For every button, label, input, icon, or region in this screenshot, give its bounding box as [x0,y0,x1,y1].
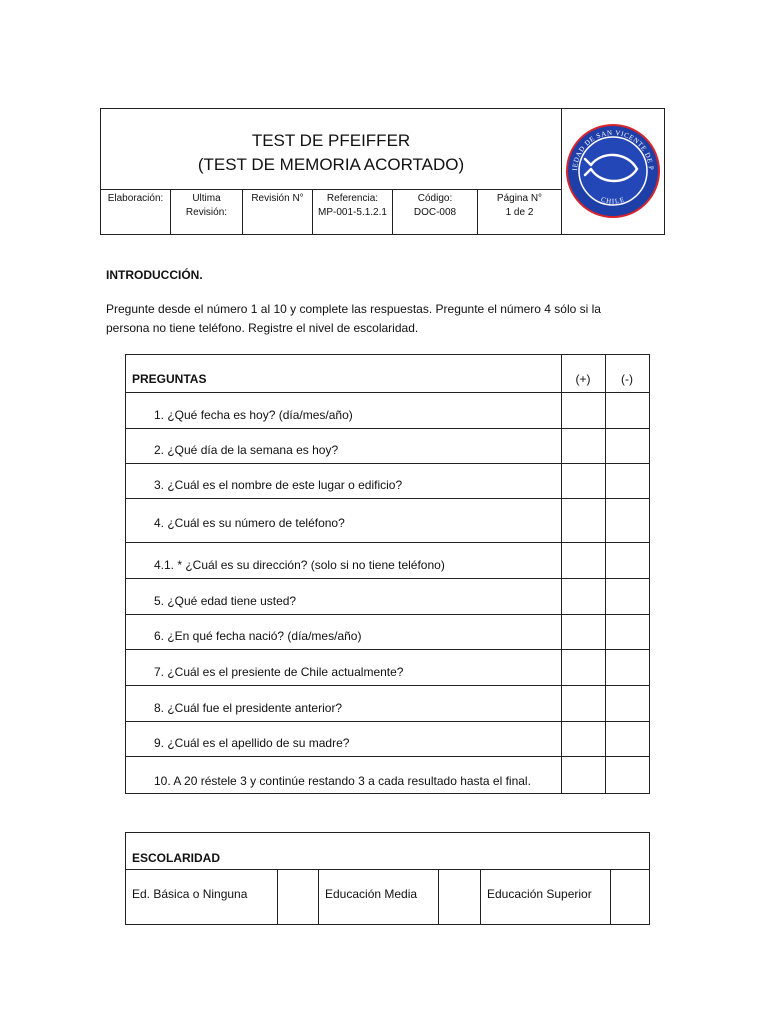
answer-plus-cell[interactable] [561,615,606,649]
meta-value: 1 de 2 [505,207,534,218]
answer-minus-cell[interactable] [605,499,649,542]
question-text: 10. A 20 réstele 3 y continúe restando 3 a cada resultado hasta el final. [154,774,531,788]
question-cell [126,579,562,614]
meta-value: MP-001-5.1.2.1 [318,207,387,218]
escolaridad-options-row [126,869,649,924]
answer-plus-cell[interactable] [561,543,606,578]
option-box-media[interactable] [439,869,481,924]
answer-minus-cell[interactable] [605,393,649,428]
meta-label: Página N° [496,193,543,204]
logo-bottom-text: CHILE [599,195,627,206]
answer-minus-cell[interactable] [605,429,649,463]
meta-ultima-revision [171,189,243,235]
logo-ring-text: IEDAD DE SAN VICENTE DE P [570,128,656,171]
table-row [126,464,649,499]
title-area [101,109,562,190]
header-questions [126,355,562,392]
question-cell [126,722,562,756]
table-row [126,722,649,757]
escolaridad-table [125,832,650,925]
answer-minus-cell[interactable] [605,579,649,614]
answer-minus-cell[interactable] [605,615,649,649]
meta-label: Ultima [192,193,221,204]
question-text: 4.1. * ¿Cuál es su dirección? (solo si no tiene teléfono) [154,558,445,572]
option-label-superior [481,869,611,924]
meta-label: Código: [417,193,453,204]
answer-minus-cell[interactable] [605,464,649,498]
meta-elaboracion [101,189,171,235]
option-text: Educación Superior [487,887,592,901]
question-cell [126,615,562,649]
table-row [126,429,649,464]
question-cell [126,429,562,463]
question-cell [126,650,562,685]
table-row [126,543,649,579]
answer-plus-cell[interactable] [561,650,606,685]
intro-text [106,300,646,338]
meta-referencia [313,189,393,235]
meta-revision-no [243,189,313,235]
document-subtitle: (TEST DE MEMORIA ACORTADO) [197,155,465,174]
escolaridad-heading-text: ESCOLARIDAD [132,851,221,865]
answer-minus-cell[interactable] [605,686,649,721]
questions-table [125,354,650,794]
option-text: Educación Media [325,887,418,901]
option-box-superior[interactable] [611,869,649,924]
question-text: 6. ¿En qué fecha nació? (día/mes/año) [154,629,362,643]
meta-codigo [393,189,478,235]
answer-plus-cell[interactable] [561,722,606,756]
question-text: 5. ¿Qué edad tiene usted? [154,594,297,608]
table-row [126,757,649,794]
table-row [126,499,649,543]
meta-label: Revisión N° [251,193,304,204]
question-cell [126,393,562,428]
answer-plus-cell[interactable] [561,757,606,794]
society-logo [561,109,665,234]
header-label: (-) [621,372,633,386]
answer-minus-cell[interactable] [605,543,649,578]
option-label-media [319,869,439,924]
intro-text-line: persona no tiene teléfono. Registre el nivel de escolaridad. [106,321,419,335]
question-cell [126,543,562,578]
meta-value: DOC-008 [413,207,457,218]
answer-minus-cell[interactable] [605,722,649,756]
document-header [100,108,665,235]
escolaridad-heading [126,833,649,870]
question-text: 8. ¿Cuál fue el presidente anterior? [154,701,343,715]
meta-label: Referencia: [326,193,379,204]
question-text: 3. ¿Cuál es el nombre de este lugar o edificio? [154,478,403,492]
meta-label: Elaboración: [107,193,164,204]
answer-plus-cell[interactable] [561,464,606,498]
answer-plus-cell[interactable] [561,499,606,542]
meta-row [101,189,562,235]
document-title: TEST DE PFEIFFER [251,131,411,150]
answer-minus-cell[interactable] [605,650,649,685]
header-label: PREGUNTAS [132,372,207,386]
intro-heading: INTRODUCCIÓN. [106,268,203,282]
question-text: 2. ¿Qué día de la semana es hoy? [154,443,339,457]
answer-minus-cell[interactable] [605,757,649,794]
header-plus [561,355,606,392]
question-cell [126,499,562,542]
header-minus [605,355,649,392]
meta-pagina [478,189,561,235]
table-row [126,393,649,429]
question-text: 1. ¿Qué fecha es hoy? (día/mes/año) [154,408,353,422]
header-label: (+) [575,372,591,386]
answer-plus-cell[interactable] [561,686,606,721]
answer-plus-cell[interactable] [561,429,606,463]
question-text: 7. ¿Cuál es el presiente de Chile actualmente? [154,665,404,679]
answer-plus-cell[interactable] [561,393,606,428]
questions-header-row [126,355,649,393]
answer-plus-cell[interactable] [561,579,606,614]
option-label-basica [126,869,278,924]
table-row [126,615,649,650]
option-text: Ed. Básica o Ninguna [132,887,248,901]
logo-area [561,109,665,234]
intro-text-line: Pregunte desde el número 1 al 10 y complete las respuestas. Pregunte el número 4 sólo si la [106,302,601,316]
table-row [126,686,649,722]
meta-value: Revisión: [185,207,228,218]
option-box-basica[interactable] [278,869,319,924]
question-cell [126,686,562,721]
question-cell [126,757,562,794]
question-text: 9. ¿Cuál es el apellido de su madre? [154,736,350,750]
question-cell [126,464,562,498]
table-row [126,579,649,615]
table-row [126,650,649,686]
question-text: 4. ¿Cuál es su número de teléfono? [154,516,345,530]
